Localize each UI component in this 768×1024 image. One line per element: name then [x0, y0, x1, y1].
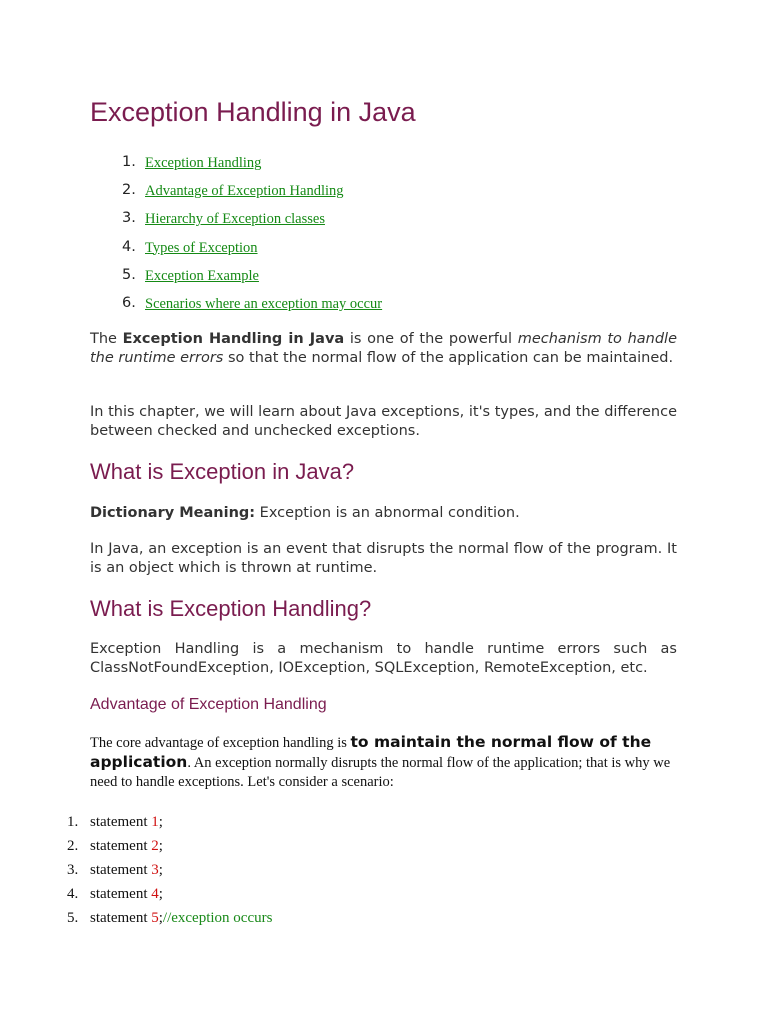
exception-definition-paragraph: In Java, an exception is an event that disrupts the normal flow of the program. It is an object which is thrown at runtime. [90, 541, 677, 576]
code-statement [90, 838, 163, 855]
line-number: 2. [67, 838, 79, 855]
line-number: 4. [67, 886, 79, 903]
code-statement [90, 814, 163, 831]
exception-handling-paragraph: Exception Handling is a mechanism to handle runtime errors such as ClassNotFoundException, IOException, SQLException, RemoteException, etc. [90, 641, 677, 676]
toc-number: 3. [122, 210, 136, 227]
code-comment: //exception occurs [162, 910, 273, 927]
toc-link-exception-handling[interactable]: Exception Handling [145, 155, 262, 171]
advantage-bold: to maintain the normal flow of the application [90, 733, 652, 771]
semicolon: ; [158, 886, 163, 903]
toc-link-hierarchy[interactable]: Hierarchy of Exception classes [145, 211, 325, 228]
toc-number: 6. [122, 294, 136, 311]
section-heading-exception-handling: What is Exception Handling? [90, 596, 372, 621]
toc-number: 1. [122, 154, 136, 170]
toc-link-scenarios[interactable]: Scenarios where an exception may occur [145, 295, 383, 312]
line-number: 1. [67, 814, 79, 830]
number-literal: 1 [151, 814, 159, 830]
number-literal: 2 [151, 838, 159, 855]
keyword-text: statement [90, 886, 152, 903]
toc-number: 2. [122, 182, 136, 199]
chapter-paragraph: In this chapter, we will learn about Java exceptions, it's types, and the difference between checked and unchecked exceptions. [90, 404, 677, 439]
toc-number: 5. [122, 266, 136, 283]
semicolon: ; [158, 910, 163, 927]
advantage-pre: The core advantage of exception handling is [90, 735, 351, 751]
section-heading-what-is-exception: What is Exception in Java? [90, 459, 355, 484]
advantage-paragraph [90, 733, 677, 792]
number-literal: 3 [151, 862, 159, 879]
intro-mid: is one of the powerful [344, 331, 518, 347]
toc-link-types[interactable]: Types of Exception [145, 239, 258, 256]
keyword-text: statement [90, 814, 152, 830]
page-title: Exception Handling in Java [90, 97, 416, 127]
toc-link-example[interactable]: Exception Example [145, 267, 259, 284]
dictionary-text: Exception is an abnormal condition. [255, 505, 520, 521]
toc-link-advantage[interactable]: Advantage of Exception Handling [145, 183, 344, 200]
intro-pre: The [90, 331, 123, 347]
code-statement [90, 910, 272, 927]
toc-number: 4. [122, 238, 136, 255]
line-number: 3. [67, 862, 79, 879]
code-statement [90, 886, 163, 903]
intro-post: so that the normal flow of the application can be maintained. [223, 349, 674, 366]
keyword-text: statement [90, 910, 152, 927]
intro-paragraph [90, 330, 677, 367]
dictionary-paragraph [90, 504, 677, 523]
number-literal: 4 [151, 886, 159, 903]
number-literal: 5 [151, 910, 159, 927]
semicolon: ; [158, 862, 163, 879]
keyword-text: statement [90, 838, 152, 855]
dictionary-label: Dictionary Meaning: [90, 505, 256, 521]
subsection-heading-advantage: Advantage of Exception Handling [90, 696, 327, 713]
semicolon: ; [158, 838, 163, 855]
intro-italic: mechanism to handle the runtime errors [90, 331, 678, 366]
code-statement [90, 862, 163, 879]
line-number: 5. [67, 910, 79, 927]
intro-bold: Exception Handling in Java [122, 331, 345, 347]
semicolon: ; [158, 814, 163, 830]
advantage-post: . An exception normally disrupts the normal flow of the application; that is why we need to handle exceptions. Let's consider a scenario: [90, 755, 671, 790]
keyword-text: statement [90, 862, 152, 879]
